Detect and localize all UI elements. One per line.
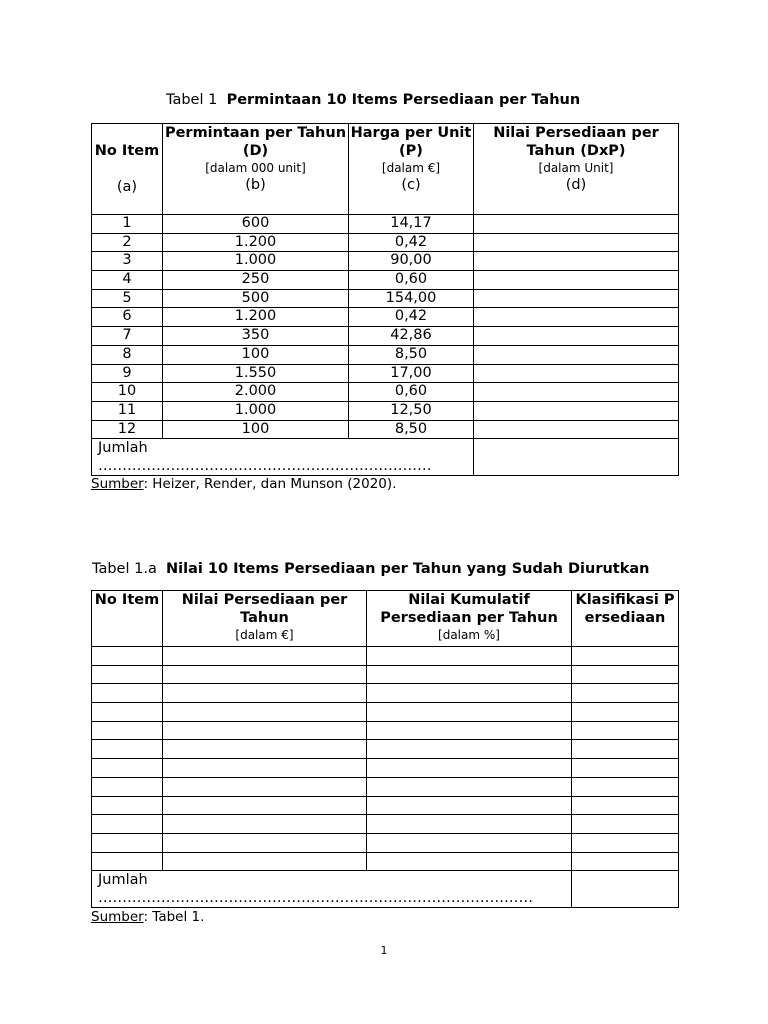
empty-cell — [92, 852, 163, 871]
cell-demand: 1.000 — [163, 401, 349, 420]
table1-total-row — [92, 439, 679, 476]
table1a-total-label: Jumlah — [98, 872, 148, 889]
empty-cell — [92, 833, 163, 852]
empty-cell — [572, 684, 679, 703]
cell-value — [474, 215, 679, 234]
cell-demand: 100 — [163, 345, 349, 364]
cell-value — [474, 289, 679, 308]
empty-cell — [572, 703, 679, 722]
cell-price: 0,60 — [349, 383, 474, 402]
cell-demand: 1.200 — [163, 308, 349, 327]
table-row — [92, 215, 679, 234]
empty-cell — [92, 740, 163, 759]
table-row — [92, 833, 679, 852]
table1a-total-class — [572, 871, 679, 908]
cell-demand: 100 — [163, 420, 349, 439]
empty-cell — [367, 684, 572, 703]
cell-value — [474, 327, 679, 346]
table-row — [92, 271, 679, 290]
cell-price: 90,00 — [349, 252, 474, 271]
cell-price: 8,50 — [349, 420, 474, 439]
cell-no: 2 — [92, 233, 163, 252]
empty-cell — [572, 740, 679, 759]
cell-demand: 350 — [163, 327, 349, 346]
table-row — [92, 721, 679, 740]
cell-value — [474, 271, 679, 290]
empty-cell — [572, 777, 679, 796]
empty-cell — [92, 684, 163, 703]
cell-value — [474, 420, 679, 439]
cell-value — [474, 401, 679, 420]
header-price-label: Harga per Unit (P) — [350, 125, 472, 159]
cell-price: 12,50 — [349, 401, 474, 420]
empty-cell — [572, 796, 679, 815]
cell-price: 0,60 — [349, 271, 474, 290]
empty-cell — [163, 852, 367, 871]
cell-price: 0,42 — [349, 233, 474, 252]
cell-no: 11 — [92, 401, 163, 420]
header-no-item-letter: (a) — [116, 179, 138, 195]
header-demand-letter: (b) — [245, 177, 266, 193]
table1-caption-prefix: Tabel 1 — [166, 92, 218, 108]
table-row — [92, 252, 679, 271]
cell-demand: 1.550 — [163, 364, 349, 383]
cell-price: 8,50 — [349, 345, 474, 364]
header-value — [474, 124, 679, 215]
table1-total-cell — [92, 439, 474, 476]
table1a-total-cell — [92, 871, 572, 908]
table1a-caption — [92, 561, 649, 577]
table1-caption — [166, 92, 580, 108]
cell-no: 7 — [92, 327, 163, 346]
cell-value — [474, 308, 679, 327]
cell-price: 14,17 — [349, 215, 474, 234]
empty-cell — [367, 796, 572, 815]
empty-cell — [92, 815, 163, 834]
table-row — [92, 289, 679, 308]
empty-cell — [367, 721, 572, 740]
cell-price: 42,86 — [349, 327, 474, 346]
empty-cell — [163, 833, 367, 852]
cell-no: 4 — [92, 271, 163, 290]
table1-total-label: Jumlah — [98, 440, 148, 457]
t1a-header-class-label: Klasifikasi Persediaan — [575, 592, 675, 626]
table1a-total-dots: ……………………………………………………………………………… — [98, 890, 533, 907]
empty-cell — [367, 852, 572, 871]
cell-no: 6 — [92, 308, 163, 327]
table1-total-dots: …………………………………………………………… — [98, 458, 432, 475]
cell-price: 154,00 — [349, 289, 474, 308]
table1-source — [91, 476, 396, 492]
table-row — [92, 420, 679, 439]
table-row — [92, 777, 679, 796]
empty-cell — [367, 833, 572, 852]
header-price — [349, 124, 474, 215]
cell-value — [474, 345, 679, 364]
empty-cell — [92, 647, 163, 666]
t1a-header-no-item-label: No Item — [94, 592, 160, 608]
cell-no: 3 — [92, 252, 163, 271]
cell-demand: 2.000 — [163, 383, 349, 402]
cell-demand: 1.200 — [163, 233, 349, 252]
empty-cell — [92, 665, 163, 684]
empty-cell — [367, 647, 572, 666]
empty-cell — [163, 759, 367, 778]
empty-cell — [572, 815, 679, 834]
empty-cell — [163, 740, 367, 759]
table-row — [92, 383, 679, 402]
table-row — [92, 684, 679, 703]
table-row — [92, 852, 679, 871]
cell-value — [474, 364, 679, 383]
table-row — [92, 345, 679, 364]
table1a-source-label: Sumber — [91, 909, 144, 925]
empty-cell — [163, 796, 367, 815]
table1a-source — [91, 909, 204, 925]
t1a-header-cumulative-unit: [dalam %] — [438, 628, 500, 642]
empty-cell — [92, 721, 163, 740]
t1a-header-value-unit: [dalam €] — [235, 628, 294, 642]
empty-cell — [367, 703, 572, 722]
header-value-letter: (d) — [565, 177, 587, 193]
t1a-header-value-label: Nilai Persediaan per Tahun — [181, 592, 348, 626]
empty-cell — [367, 665, 572, 684]
empty-cell — [163, 665, 367, 684]
t1a-header-value — [163, 591, 367, 647]
t1a-header-cumulative-label: Nilai Kumulatif Persediaan per Tahun — [380, 592, 558, 626]
header-demand-unit: [dalam 000 unit] — [205, 161, 306, 175]
table-row — [92, 647, 679, 666]
header-demand — [163, 124, 349, 215]
cell-demand: 600 — [163, 215, 349, 234]
table-row — [92, 665, 679, 684]
cell-no: 1 — [92, 215, 163, 234]
table-row — [92, 233, 679, 252]
t1a-header-class — [572, 591, 679, 647]
t1a-header-no-item — [92, 591, 163, 647]
table1a — [91, 590, 679, 908]
empty-cell — [572, 833, 679, 852]
table1a-source-text: : Tabel 1. — [143, 909, 205, 925]
empty-cell — [163, 684, 367, 703]
table-row — [92, 364, 679, 383]
empty-cell — [367, 759, 572, 778]
header-no-item — [92, 124, 163, 215]
cell-demand: 250 — [163, 271, 349, 290]
page-number: 1 — [380, 944, 388, 957]
table1-source-text: : Heizer, Render, dan Munson (2020). — [143, 476, 397, 492]
header-value-label: Nilai Persediaan per Tahun (DxP) — [493, 125, 659, 159]
table-row — [92, 327, 679, 346]
table-row — [92, 815, 679, 834]
empty-cell — [572, 665, 679, 684]
table-row — [92, 308, 679, 327]
empty-cell — [92, 703, 163, 722]
table-row — [92, 740, 679, 759]
empty-cell — [367, 740, 572, 759]
cell-price: 17,00 — [349, 364, 474, 383]
empty-cell — [367, 777, 572, 796]
header-price-unit: [dalam €] — [381, 161, 441, 175]
empty-cell — [92, 796, 163, 815]
header-price-letter: (c) — [401, 177, 421, 193]
empty-cell — [163, 647, 367, 666]
cell-demand: 1.000 — [163, 252, 349, 271]
table-row — [92, 401, 679, 420]
table1a-caption-prefix: Tabel 1.a — [92, 561, 157, 577]
cell-no: 9 — [92, 364, 163, 383]
cell-no: 8 — [92, 345, 163, 364]
table1a-total-row — [92, 871, 679, 908]
header-value-unit: [dalam Unit] — [538, 161, 614, 175]
cell-value — [474, 233, 679, 252]
empty-cell — [163, 815, 367, 834]
table-row — [92, 759, 679, 778]
cell-demand: 500 — [163, 289, 349, 308]
table1a-caption-title: Nilai 10 Items Persediaan per Tahun yang Sudah Diurutkan — [166, 561, 650, 577]
header-demand-label: Permintaan per Tahun (D) — [164, 125, 347, 159]
table1 — [91, 123, 679, 476]
cell-value — [474, 383, 679, 402]
empty-cell — [572, 721, 679, 740]
header-no-item-label: No Item — [94, 143, 160, 159]
table1-total-value — [474, 439, 679, 476]
empty-cell — [92, 777, 163, 796]
cell-price: 0,42 — [349, 308, 474, 327]
table1a-header-row — [92, 591, 679, 647]
empty-cell — [367, 815, 572, 834]
cell-no: 12 — [92, 420, 163, 439]
table-row — [92, 796, 679, 815]
table1-header-row — [92, 124, 679, 215]
empty-cell — [163, 721, 367, 740]
t1a-header-cumulative — [367, 591, 572, 647]
empty-cell — [163, 777, 367, 796]
empty-cell — [572, 759, 679, 778]
cell-value — [474, 252, 679, 271]
empty-cell — [572, 647, 679, 666]
table1-caption-title: Permintaan 10 Items Persediaan per Tahun — [226, 92, 581, 108]
cell-no: 10 — [92, 383, 163, 402]
table1-source-label: Sumber — [91, 476, 144, 492]
empty-cell — [572, 852, 679, 871]
empty-cell — [163, 703, 367, 722]
table-row — [92, 703, 679, 722]
cell-no: 5 — [92, 289, 163, 308]
empty-cell — [92, 759, 163, 778]
